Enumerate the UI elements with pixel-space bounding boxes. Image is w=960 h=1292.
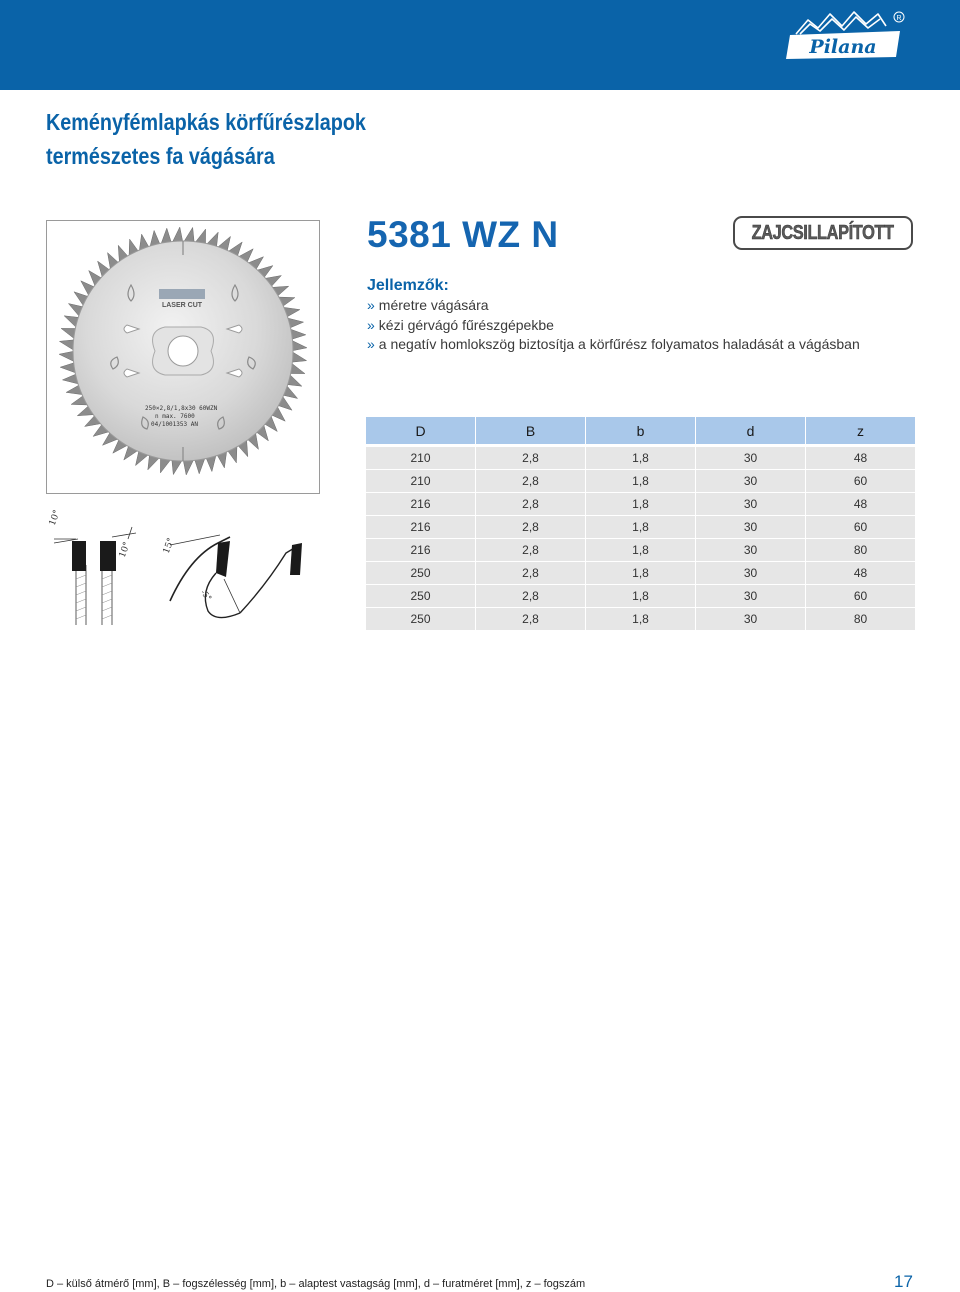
page-title-line2: természetes fa vágására [46,143,275,169]
table-cell: 30 [696,470,806,493]
table-cell: 60 [806,585,915,608]
table-cell: 2,8 [476,493,586,516]
table-row [366,470,915,493]
table-cell: 1,8 [586,470,696,493]
table-cell: 250 [366,608,476,631]
column-header-z: z [806,417,915,447]
product-code: 5381 WZ N [367,214,559,255]
table-cell: 30 [696,447,806,470]
table-cell: 210 [366,470,476,493]
angle-label-3: 15° [161,536,177,556]
table-cell: 1,8 [586,608,696,631]
blade-logo-label: LASER CUT [161,302,203,309]
table-cell: 216 [366,516,476,539]
table-cell: 30 [696,516,806,539]
table-cell: 216 [366,493,476,516]
table-row [366,539,915,562]
table-cell: 1,8 [586,539,696,562]
table-cell: 250 [366,562,476,585]
table-row [366,608,915,631]
table-cell: 2,8 [476,585,586,608]
column-header-b: b [586,417,696,447]
table-cell: 30 [696,608,806,631]
table-cell: 1,8 [586,516,696,539]
table-cell: 2,8 [476,539,586,562]
table-cell: 48 [806,562,915,585]
tooth-geometry-diagram [40,505,330,630]
table-cell: 1,8 [586,585,696,608]
saw-blade-image [47,221,319,493]
noise-reduced-badge [733,216,913,250]
spec-table [366,417,915,631]
table-cell: 250 [366,585,476,608]
table-row [366,516,915,539]
table-cell: 60 [806,516,915,539]
table-header-row [366,417,915,447]
table-cell: 1,8 [586,562,696,585]
angle-label-1: 10° [47,508,63,528]
blade-stamp-line3: 04/1001353 AN [151,421,198,428]
feature-text: a negatív homlokszög biztosítja a körfűrész folyamatos haladását a vágásban [378,336,860,352]
logo-wordmark: Pilana [809,36,877,58]
noise-reduced-badge-text: ZAJCSILLAPÍTOTT [751,221,895,244]
registered-mark: R [896,15,902,22]
page-title-line1: Keményfémlapkás körfűrészlapok [46,109,366,135]
table-cell: 2,8 [476,470,586,493]
table-cell: 2,8 [476,608,586,631]
table-cell: 216 [366,539,476,562]
features-heading: Jellemzők: [367,277,449,294]
table-cell: 48 [806,447,915,470]
bullet-icon: » [367,336,375,352]
column-header-B: B [476,417,586,447]
table-row [366,585,915,608]
table-cell: 80 [806,539,915,562]
blade-stamp-line1: 250×2,8/1,8x30 60WZN [145,405,218,412]
table-row [366,447,915,470]
pilana-logo [782,6,906,66]
table-cell: 2,8 [476,447,586,470]
table-row [366,493,915,516]
feature-item [367,296,860,316]
blade-stamp-line2: n max. 7600 [155,413,195,420]
table-cell: 60 [806,470,915,493]
table-cell: 1,8 [586,447,696,470]
bullet-icon: » [367,316,375,333]
table-cell: 1,8 [586,493,696,516]
table-cell: 30 [696,493,806,516]
table-cell: 210 [366,447,476,470]
angle-label-2: 10° [117,540,133,560]
column-header-d: d [696,417,806,447]
page-number: 17 [894,1272,913,1291]
table-cell: 80 [806,608,915,631]
feature-item [367,316,860,336]
table-cell: 2,8 [476,516,586,539]
table-cell: 30 [696,539,806,562]
footnote-legend: D – külső átmérő [mm], B – fogszélesség [mm], b – alaptest vastagság [mm], d – furatméret [mm], z – fogszám [46,1278,586,1290]
feature-text: kézi gérvágó fűrészgépekbe [378,316,554,333]
angle-label-4: -5° [198,588,214,603]
page-title [46,105,366,173]
column-header-D: D [366,417,476,447]
feature-list [367,296,860,355]
header-bar [0,0,960,90]
bullet-icon: » [367,297,375,313]
feature-item [367,335,860,355]
table-row [366,562,915,585]
features-section [367,276,860,355]
table-cell: 30 [696,585,806,608]
table-cell: 2,8 [476,562,586,585]
feature-text: méretre vágására [378,297,489,313]
table-cell: 48 [806,493,915,516]
saw-blade-photo [46,220,320,494]
table-cell: 30 [696,562,806,585]
